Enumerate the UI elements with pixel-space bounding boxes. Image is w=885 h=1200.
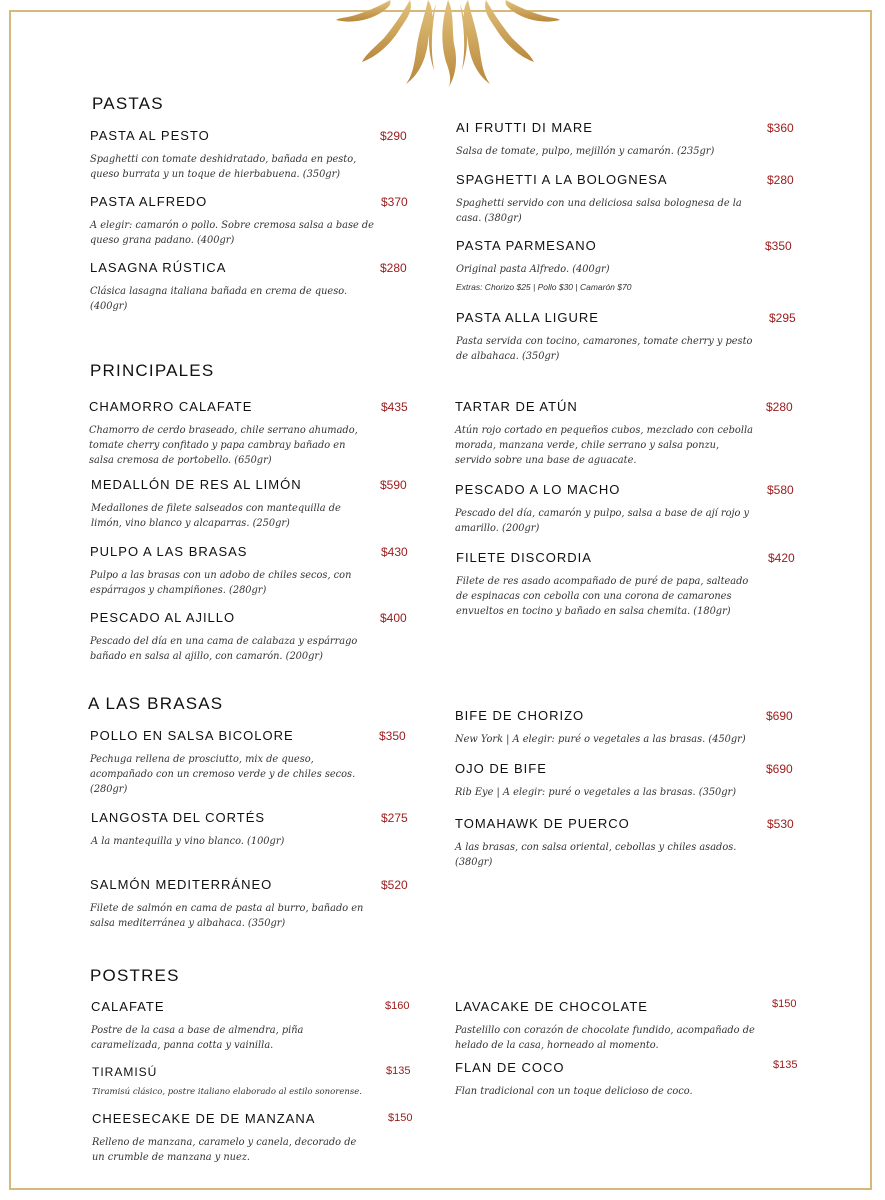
item-description: Flan tradicional con un toque delicioso de coco. bbox=[455, 1086, 693, 1097]
section-title-a-las-brasas: A LAS BRASAS bbox=[88, 694, 224, 713]
item-name: LASAGNA RÚSTICA bbox=[90, 260, 227, 275]
item-name: PASTA ALFREDO bbox=[90, 194, 208, 209]
menu-item bbox=[455, 481, 794, 536]
item-name: CHAMORRO CALAFATE bbox=[89, 399, 253, 414]
item-description: A elegir: camarón o pollo. Sobre cremosa salsa a base de queso grana padano. (400gr) bbox=[90, 220, 374, 246]
item-description: Relleno de manzana, caramelo y canela, decorado de un crumble de manzana y nuez. bbox=[92, 1137, 357, 1163]
item-price: $295 bbox=[769, 311, 796, 325]
item-price: $530 bbox=[767, 817, 794, 831]
item-price: $290 bbox=[380, 129, 407, 143]
item-description: Pescado del día en una cama de calabaza y espárrago bañado en salsa al ajillo, con camarón. (200gr) bbox=[90, 636, 358, 662]
item-price: $150 bbox=[772, 998, 797, 1010]
item-description: Original pasta Alfredo. (400gr) bbox=[456, 264, 610, 275]
item-description: Spaghetti servido con una deliciosa salsa bolognesa de la casa. (380gr) bbox=[456, 198, 742, 224]
item-price: $690 bbox=[766, 762, 793, 776]
menu-item bbox=[92, 1063, 422, 1100]
item-name: BIFE DE CHORIZO bbox=[455, 708, 585, 723]
sun-logo-icon bbox=[332, 0, 564, 90]
item-price: $690 bbox=[766, 709, 793, 723]
item-price: $135 bbox=[773, 1059, 798, 1071]
item-description: Filete de res asado acompañado de puré de papa, salteado de espinacas con cebolla con una corona de camarones envueltos en tocino y bañado en salsa chemita. (180gr) bbox=[456, 576, 749, 617]
item-description: Pechuga rellena de prosciutto, mix de queso, acompañado con un cremoso verde y de chiles secos. (280gr) bbox=[90, 754, 356, 795]
item-price: $275 bbox=[381, 811, 408, 825]
menu-item bbox=[455, 707, 793, 747]
item-description: Filete de salmón en cama de pasta al burro, bañado en salsa mediterránea y albahaca. (350gr) bbox=[90, 903, 364, 929]
item-description: Atún rojo cortado en pequeños cubos, mezclado con cebolla morada, manzana verde, chile serrano y salsa ponzu, servido sobre una base de aguacate. bbox=[455, 425, 753, 466]
item-price: $435 bbox=[381, 400, 408, 414]
menu-item bbox=[456, 309, 796, 364]
item-price: $580 bbox=[767, 483, 794, 497]
item-description: Rib Eye | A elegir: puré o vegetales a las brasas. (350gr) bbox=[455, 787, 737, 798]
menu-item bbox=[91, 809, 421, 849]
menu-item bbox=[90, 876, 420, 931]
item-name: LANGOSTA DEL CORTÉS bbox=[91, 810, 266, 825]
item-name: PASTA ALLA LIGURE bbox=[456, 310, 599, 325]
menu-item bbox=[456, 549, 795, 619]
item-description: Clásica lasagna italiana bañada en crema de queso. (400gr) bbox=[90, 286, 348, 312]
item-description: Postre de la casa a base de almendra, piña caramelizada, panna cotta y vainilla. bbox=[91, 1025, 304, 1051]
item-price: $280 bbox=[380, 261, 407, 275]
item-price: $350 bbox=[765, 239, 792, 253]
item-description: Chamorro de cerdo braseado, chile serrano ahumado, tomate cherry confitado y papa cambray bañado en salsa cremosa de portobello. (650gr) bbox=[89, 425, 358, 466]
menu-item bbox=[455, 398, 793, 468]
item-description: Medallones de filete salseados con mantequilla de limón, vino blanco y alcaparras. (250gr) bbox=[91, 503, 341, 529]
item-price: $160 bbox=[385, 1000, 410, 1012]
menu-item bbox=[455, 998, 797, 1053]
item-price: $420 bbox=[768, 551, 795, 565]
item-description: A la mantequilla y vino blanco. (100gr) bbox=[91, 836, 285, 847]
item-name: FLAN DE COCO bbox=[455, 1060, 565, 1075]
menu-item bbox=[89, 398, 419, 468]
menu-item bbox=[91, 476, 421, 531]
item-price: $350 bbox=[379, 729, 406, 743]
item-price: $360 bbox=[767, 121, 794, 135]
item-name: CHEESECAKE DE DE MANZANA bbox=[92, 1111, 316, 1126]
item-name: MEDALLÓN DE RES AL LIMÓN bbox=[91, 477, 302, 492]
menu-item bbox=[455, 760, 793, 800]
item-description: Tiramisú clásico, postre italiano elaborado al estilo sonorense. bbox=[92, 1087, 362, 1097]
item-description: Pastelillo con corazón de chocolate fundido, acompañado de helado de la casa, horneado al momento. bbox=[455, 1025, 755, 1051]
item-description: Pulpo a las brasas con un adobo de chiles secos, con espárragos y champiñones. (280gr) bbox=[90, 570, 352, 596]
item-price: $280 bbox=[766, 400, 793, 414]
section-title-pastas: PASTAS bbox=[92, 94, 164, 113]
menu-item bbox=[456, 171, 794, 226]
item-name: OJO DE BIFE bbox=[455, 761, 547, 776]
item-name: PULPO A LAS BRASAS bbox=[90, 544, 248, 559]
menu-item bbox=[91, 998, 421, 1053]
item-price: $520 bbox=[381, 878, 408, 892]
item-extras: Extras: Chorizo $25 | Pollo $30 | Camarón $70 bbox=[456, 282, 632, 292]
menu-item bbox=[90, 543, 420, 598]
menu-item bbox=[90, 727, 420, 797]
item-name: LAVACAKE DE CHOCOLATE bbox=[455, 999, 648, 1014]
item-price: $280 bbox=[767, 173, 794, 187]
menu-item bbox=[90, 609, 420, 664]
item-description: A las brasas, con salsa oriental, cebollas y chiles asados. (380gr) bbox=[455, 842, 737, 868]
item-description: Pescado del día, camarón y pulpo, salsa a base de ají rojo y amarillo. (200gr) bbox=[455, 508, 750, 534]
menu-item bbox=[456, 119, 794, 159]
menu-item bbox=[90, 259, 420, 314]
item-name: FILETE DISCORDIA bbox=[456, 550, 592, 565]
item-description: Pasta servida con tocino, camarones, tomate cherry y pesto de albahaca. (350gr) bbox=[456, 336, 753, 362]
item-price: $150 bbox=[388, 1112, 413, 1124]
item-name: AI FRUTTI DI MARE bbox=[456, 120, 593, 135]
item-description: New York | A elegir: puré o vegetales a las brasas. (450gr) bbox=[455, 734, 746, 745]
item-name: POLLO EN SALSA BICOLORE bbox=[90, 728, 294, 743]
menu-item bbox=[92, 1110, 422, 1165]
item-name: CALAFATE bbox=[91, 999, 165, 1014]
menu-item bbox=[455, 815, 794, 870]
item-price: $400 bbox=[380, 611, 407, 625]
menu-item bbox=[456, 237, 792, 292]
menu-item bbox=[455, 1059, 798, 1099]
item-name: PASTA PARMESANO bbox=[456, 238, 597, 253]
section-title-postres: POSTRES bbox=[90, 966, 180, 985]
item-name: PESCADO A LO MACHO bbox=[455, 482, 621, 497]
item-name: SPAGHETTI A LA BOLOGNESA bbox=[456, 172, 668, 187]
item-name: TIRAMISÚ bbox=[92, 1065, 158, 1079]
item-price: $590 bbox=[380, 478, 407, 492]
item-name: SALMÓN MEDITERRÁNEO bbox=[90, 877, 273, 892]
menu-item bbox=[90, 127, 420, 182]
item-name: PESCADO AL AJILLO bbox=[90, 610, 236, 625]
item-price: $370 bbox=[381, 195, 408, 209]
item-description: Spaghetti con tomate deshidratado, bañada en pesto, queso burrata y un toque de hierbabuena. (350gr) bbox=[90, 154, 357, 180]
item-description: Salsa de tomate, pulpo, mejillón y camarón. (235gr) bbox=[456, 146, 715, 157]
item-name: TARTAR DE ATÚN bbox=[455, 399, 578, 414]
item-price: $430 bbox=[381, 545, 408, 559]
item-name: PASTA AL PESTO bbox=[90, 128, 210, 143]
item-name: TOMAHAWK DE PUERCO bbox=[455, 816, 630, 831]
item-price: $135 bbox=[386, 1065, 411, 1077]
menu-item bbox=[90, 193, 420, 248]
section-title-principales: PRINCIPALES bbox=[90, 361, 215, 380]
